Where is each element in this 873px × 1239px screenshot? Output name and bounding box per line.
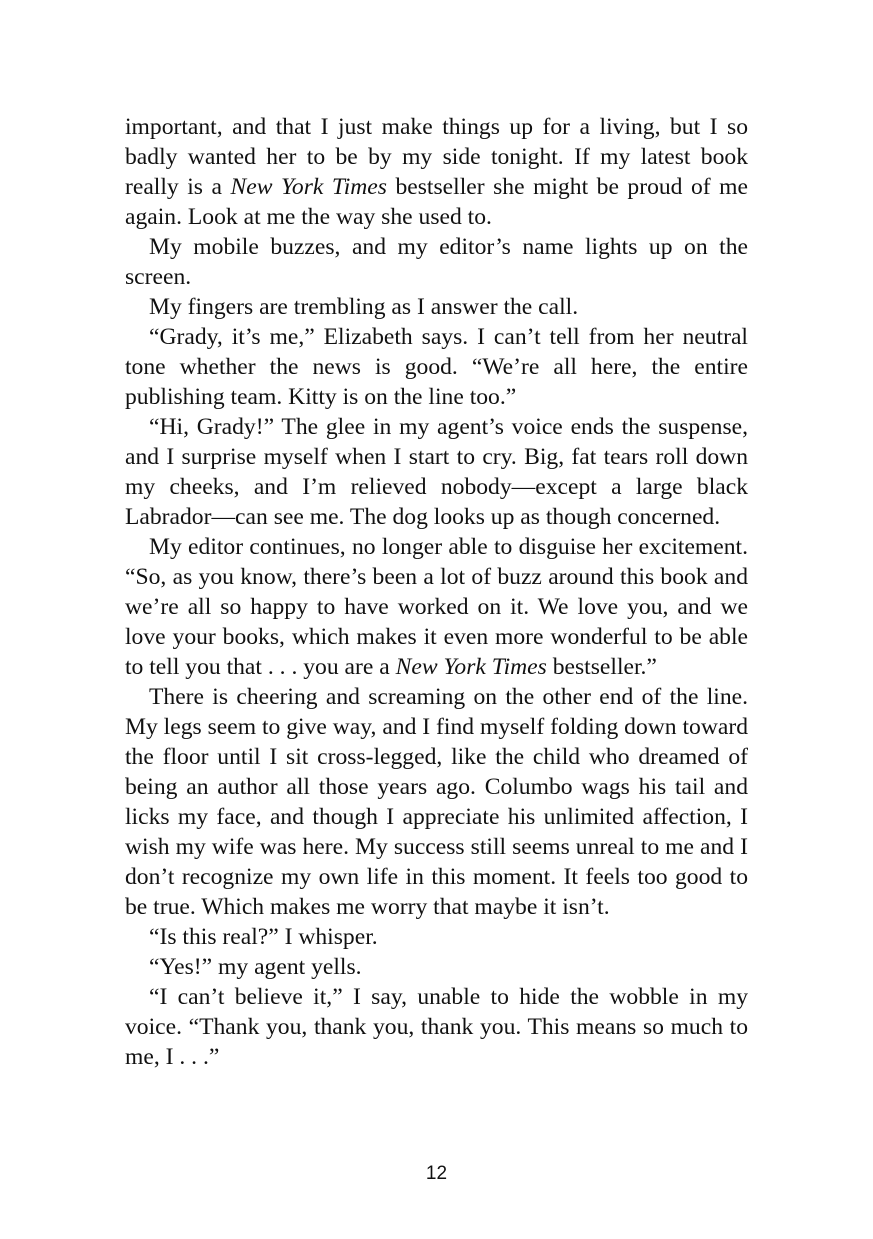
paragraph bbox=[125, 982, 748, 1072]
text-run: “Yes!” my agent yells. bbox=[149, 954, 362, 980]
paragraph bbox=[125, 922, 748, 952]
text-run: bestseller.” bbox=[546, 654, 657, 680]
text-run: important, and that I just make things up for a living, but I so badly wanted her to be by my side tonight. If my latest book really is a bbox=[125, 114, 748, 200]
paragraph bbox=[125, 532, 748, 682]
paragraph bbox=[125, 412, 748, 532]
paragraph bbox=[125, 292, 748, 322]
text-run: “I can’t believe it,” I say, unable to hide the wobble in my voice. “Thank you, thank you, thank you. This means so much to me, I . . .” bbox=[125, 984, 748, 1070]
paragraph bbox=[125, 112, 748, 232]
text-run: My editor continues, no longer able to disguise her excitement. “So, as you know, there’s been a lot of buzz around this book and we’re all so happy to have worked on it. We love you, and we love your books, which makes it even more wonderful to be able to tell you that . . . you are a bbox=[125, 534, 748, 680]
italic-title: New York Times bbox=[395, 654, 547, 680]
body-text bbox=[125, 112, 748, 1072]
text-run: My fingers are trembling as I answer the call. bbox=[149, 294, 579, 320]
text-run: “Is this real?” I whisper. bbox=[149, 924, 378, 950]
text-run: “Hi, Grady!” The glee in my agent’s voice ends the suspense, and I surprise myself when I start to cry. Big, fat tears roll down my cheeks, and I’m relieved nobody—except a large black Labrador—can see me. The dog looks up as though concerned. bbox=[125, 414, 748, 530]
paragraph bbox=[125, 232, 748, 292]
text-run: bestseller she might be proud of me again. Look at me the way she used to. bbox=[125, 174, 748, 230]
paragraph bbox=[125, 682, 748, 922]
text-run: There is cheering and screaming on the other end of the line. My legs seem to give way, and I find myself folding down toward the floor until I sit cross-legged, like the child who dreamed of being an author all those years ago. Columbo wags his tail and licks my face, and though I appreciate his unlimited affection, I wish my wife was here. My success still seems unreal to me and I don’t recognize my own life in this moment. It feels too good to be true. Which makes me worry that maybe it isn’t. bbox=[125, 684, 748, 920]
paragraph bbox=[125, 322, 748, 412]
text-run: My mobile buzzes, and my editor’s name lights up on the screen. bbox=[125, 234, 748, 290]
italic-title: New York Times bbox=[230, 174, 387, 200]
page-number: 12 bbox=[425, 1163, 448, 1184]
text-run: “Grady, it’s me,” Elizabeth says. I can’t tell from her neutral tone whether the news is good. “We’re all here, the entire publishing team. Kitty is on the line too.” bbox=[125, 324, 748, 410]
paragraph bbox=[125, 952, 748, 982]
